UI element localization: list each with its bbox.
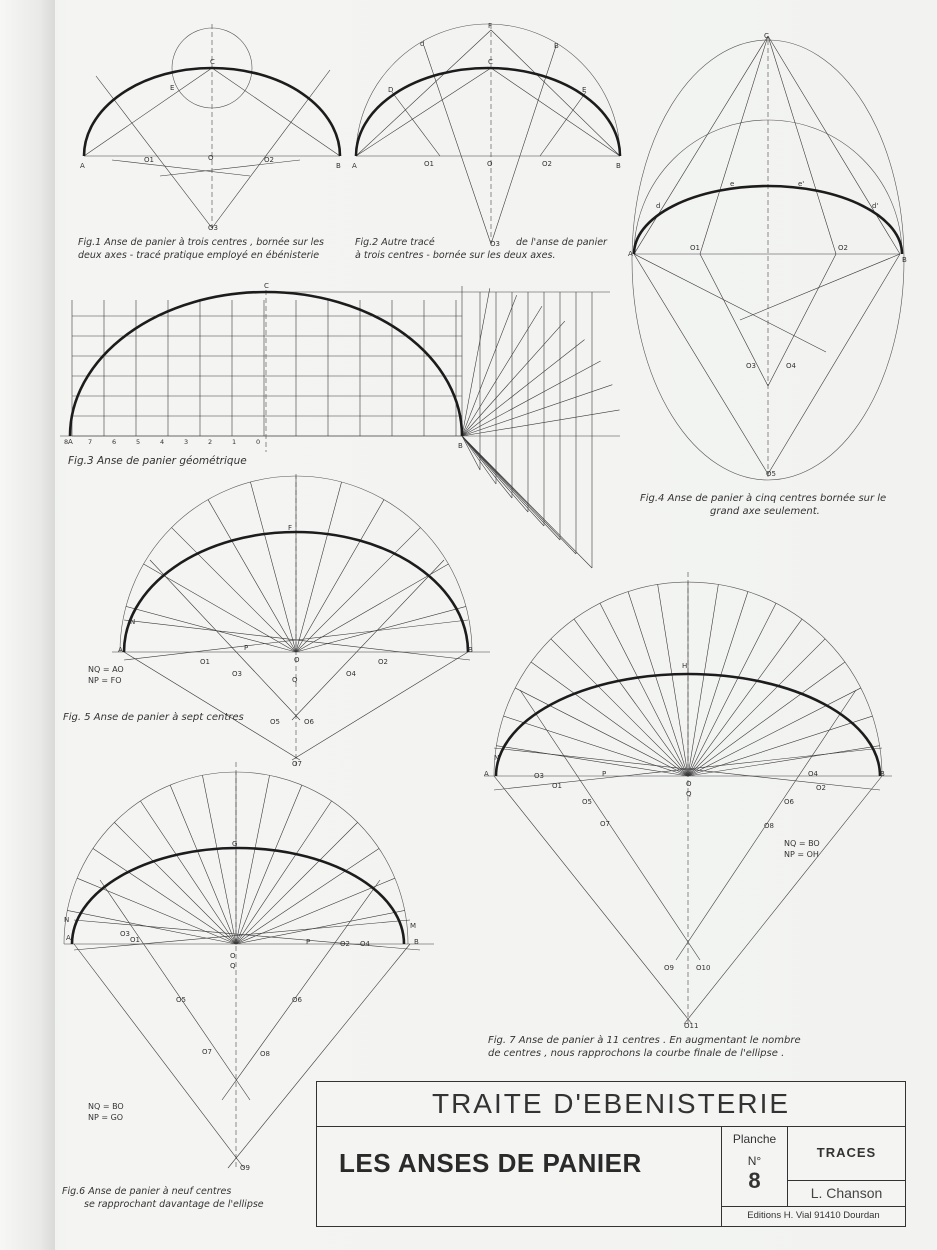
point-label: O1 (690, 244, 700, 252)
figure-6-caption-line-1: Fig.6 Anse de panier à neuf centres (62, 1186, 232, 1197)
construction-line (236, 785, 302, 944)
construction-line (574, 619, 688, 776)
point-label: H (682, 662, 688, 670)
point-label: O4 (786, 362, 796, 370)
formula-line: NP = FO (88, 676, 122, 685)
point-label: O9 (664, 964, 674, 972)
basket-arch-curve (356, 68, 620, 156)
figure-6-formulas (88, 1101, 124, 1123)
figure-2-drawing (352, 22, 621, 248)
construction-arc (356, 24, 620, 156)
point-label: B (880, 770, 885, 778)
point-label: 4 (160, 438, 165, 446)
point-label: D (388, 86, 394, 94)
point-label: O5 (766, 470, 776, 478)
point-label: B (902, 256, 907, 264)
construction-line (540, 92, 586, 156)
construction-line (658, 584, 688, 776)
author-name: L. Chanson (810, 1185, 883, 1201)
construction-line (296, 564, 448, 652)
construction-line (688, 619, 802, 776)
formula-line: NP = GO (88, 1113, 124, 1122)
construction-line (462, 436, 528, 512)
construction-line (600, 603, 688, 776)
formula-line: NQ = BO (784, 839, 820, 848)
figure-6-caption-line-2: se rapprochant davantage de l'ellipse (84, 1199, 264, 1210)
construction-line (296, 482, 342, 652)
point-label: O1 (552, 782, 562, 790)
construction-line (356, 68, 491, 156)
point-label: 2 (208, 438, 213, 446)
point-label: O2 (838, 244, 848, 252)
point-label: A (352, 162, 357, 170)
point-label: 7 (88, 438, 93, 446)
construction-line (114, 822, 236, 944)
point-label: N (494, 754, 500, 762)
construction-line (208, 500, 296, 652)
point-label: A (118, 646, 123, 654)
construction-line (462, 436, 512, 498)
construction-line (768, 254, 836, 386)
point-label: Q (686, 790, 692, 798)
planche-label: Planche (732, 1132, 777, 1146)
point-label: E (170, 84, 175, 92)
point-label: F (288, 524, 293, 532)
point-label: O2 (264, 156, 274, 164)
point-label: O1 (200, 658, 210, 666)
construction-line (74, 944, 244, 1168)
point-label: O3 (746, 362, 756, 370)
point-label: B (616, 162, 621, 170)
category-label: TRACES (788, 1126, 905, 1181)
series-title: TRAITE D'EBENISTERIE (317, 1082, 905, 1127)
point-label: O3 (120, 930, 130, 938)
point-label: O3 (534, 772, 544, 780)
point-label: O6 (784, 798, 794, 806)
point-label: 3 (184, 438, 189, 446)
point-label: C (264, 282, 269, 290)
point-label: O2 (816, 784, 826, 792)
construction-line (292, 560, 444, 720)
construction-line (292, 652, 468, 760)
point-label: N (64, 916, 70, 924)
point-label: O2 (340, 940, 350, 948)
figure-2-caption-tail: de l'anse de panier (516, 237, 607, 248)
construction-line (462, 385, 612, 436)
point-label: O3 (490, 240, 500, 248)
construction-line (688, 688, 861, 776)
construction-line (768, 36, 900, 254)
construction-line (688, 716, 873, 776)
point-label: M (410, 922, 417, 930)
point-label: G (232, 840, 238, 848)
figure-4-drawing (628, 32, 907, 480)
plate-title-cell (317, 1126, 722, 1226)
point-label: 8 (64, 438, 69, 446)
point-label: 1 (232, 438, 237, 446)
figure-4-caption-line-2: grand axe seulement. (710, 506, 820, 517)
figure-7-caption-line-1: Fig. 7 Anse de panier à 11 centres . En augmentant le nombre (488, 1035, 801, 1046)
construction-line (356, 30, 491, 156)
figure-1-caption (78, 236, 324, 262)
construction-line (462, 340, 585, 436)
point-label: A (66, 934, 71, 942)
point-label: d (420, 40, 425, 48)
point-label: P (602, 770, 607, 778)
figure-3-drawing (60, 282, 620, 568)
construction-line (688, 662, 845, 776)
construction-line (462, 436, 544, 526)
point-label: O5 (176, 996, 186, 1004)
figure-6-caption (62, 1185, 264, 1211)
construction-line (496, 746, 688, 776)
point-label: A (80, 162, 85, 170)
point-label: d' (872, 202, 879, 210)
point-label: B (468, 646, 473, 654)
point-label: O8 (260, 1050, 270, 1058)
construction-line (250, 482, 296, 652)
point-label: O3 (208, 224, 218, 232)
number-label: N° (747, 1154, 762, 1168)
construction-line (222, 880, 380, 1100)
publisher-line: Editions H. Vial 91410 Dourdan (722, 1206, 905, 1226)
construction-line (77, 878, 236, 944)
point-label: A (628, 250, 633, 258)
point-label: F (488, 22, 493, 30)
construction-line (462, 436, 496, 484)
figure-4-caption (640, 492, 886, 518)
point-label: O (230, 952, 236, 960)
point-label: C (210, 58, 215, 66)
planche-cell (722, 1126, 788, 1206)
point-label: O10 (696, 964, 711, 972)
point-label: N (130, 618, 136, 626)
point-label: 6 (112, 438, 117, 446)
construction-line (688, 746, 880, 776)
point-label: O2 (378, 658, 388, 666)
figure-7-formulas (784, 838, 820, 860)
point-label: A (68, 438, 73, 446)
figure-7-drawing (484, 572, 892, 1030)
construction-line (84, 68, 212, 156)
point-label: e' (798, 180, 805, 188)
point-label: 5 (136, 438, 141, 446)
point-label: O (487, 160, 493, 168)
point-label: O (686, 780, 692, 788)
construction-line (296, 606, 466, 652)
construction-line (172, 528, 296, 652)
construction-line (688, 584, 718, 776)
point-label: A (484, 770, 489, 778)
construction-line (392, 92, 440, 156)
figure-1-drawing (80, 24, 341, 232)
construction-line (688, 639, 825, 776)
construction-line (688, 591, 748, 776)
construction-line (768, 36, 836, 254)
construction-line (100, 880, 250, 1100)
point-label: O5 (270, 718, 280, 726)
figure-3-caption: Fig.3 Anse de panier géométrique (68, 455, 247, 467)
construction-line (628, 591, 688, 776)
figure-1-caption-line-1: Fig.1 Anse de panier à trois centres , bornée sur les (78, 237, 325, 248)
point-label: C (488, 58, 493, 66)
point-label: O9 (240, 1164, 250, 1172)
point-label: Q (292, 676, 298, 684)
point-label: O1 (130, 936, 140, 944)
point-label: C (764, 32, 769, 40)
point-label: O1 (144, 156, 154, 164)
point-label: B (554, 42, 559, 50)
construction-line (515, 688, 688, 776)
construction-line (124, 652, 300, 760)
point-label: O1 (424, 160, 434, 168)
point-label: O7 (600, 820, 610, 828)
point-label: 0 (256, 438, 261, 446)
construction-line (700, 36, 768, 254)
figure-2-caption-line-1: Fig.2 Autre tracé (355, 237, 435, 248)
figure-7-caption (488, 1034, 801, 1060)
point-label: O4 (360, 940, 370, 948)
construction-line (531, 662, 688, 776)
point-label: O3 (232, 670, 242, 678)
point-label: O (208, 154, 214, 162)
construction-line (503, 716, 688, 776)
point-label: Q (230, 962, 236, 970)
construction-line (462, 436, 592, 568)
point-label: O7 (202, 1048, 212, 1056)
point-label: O (294, 656, 300, 664)
construction-line (684, 776, 882, 1024)
point-label: P (306, 938, 311, 946)
point-label: d (656, 202, 661, 210)
figure-7-caption-line-2: de centres , nous rapprochons la courbe finale de l'ellipse . (488, 1048, 785, 1059)
figure-4-caption-line-1: Fig.4 Anse de panier à cinq centres bornée sur le (640, 493, 887, 504)
figure-5-formulas (88, 664, 124, 686)
construction-line (494, 776, 692, 1024)
construction-line (296, 500, 384, 652)
construction-line (634, 254, 826, 352)
construction-line (551, 639, 688, 776)
point-label: O8 (764, 822, 774, 830)
construction-line (700, 254, 768, 386)
construction-line (296, 528, 420, 652)
figure-5-caption: Fig. 5 Anse de panier à sept centres (63, 712, 244, 723)
point-label: B (336, 162, 341, 170)
construction-line (236, 822, 358, 944)
construction-line (170, 785, 236, 944)
point-label: P (244, 644, 249, 652)
formula-line: NP = OH (784, 850, 819, 859)
point-label: O6 (292, 996, 302, 1004)
title-block (316, 1081, 906, 1227)
figure-1-caption-line-2: deux axes - tracé pratique employé en ébénisterie (78, 250, 320, 261)
figure-2-caption-line-2: à trois centres - bornée sur les deux axes. (355, 250, 556, 261)
point-label: O4 (808, 770, 818, 778)
point-label: B (458, 442, 463, 450)
point-label: O7 (292, 760, 302, 768)
construction-line (126, 606, 296, 652)
point-label: O4 (346, 670, 356, 678)
point-label: O6 (304, 718, 314, 726)
point-label: O2 (542, 160, 552, 168)
point-label: E (582, 86, 587, 94)
formula-line: NQ = AO (88, 665, 124, 674)
plate-title: LES ANSES DE PANIER (339, 1148, 642, 1178)
planche-number: 8 (748, 1168, 761, 1193)
construction-line (740, 254, 900, 320)
point-label: O5 (582, 798, 592, 806)
formula-line: NQ = BO (88, 1102, 124, 1111)
construction-line (688, 603, 776, 776)
construction-line (212, 70, 330, 228)
point-label: B (414, 938, 419, 946)
point-label: O11 (684, 1022, 699, 1030)
point-label: e (730, 180, 735, 188)
